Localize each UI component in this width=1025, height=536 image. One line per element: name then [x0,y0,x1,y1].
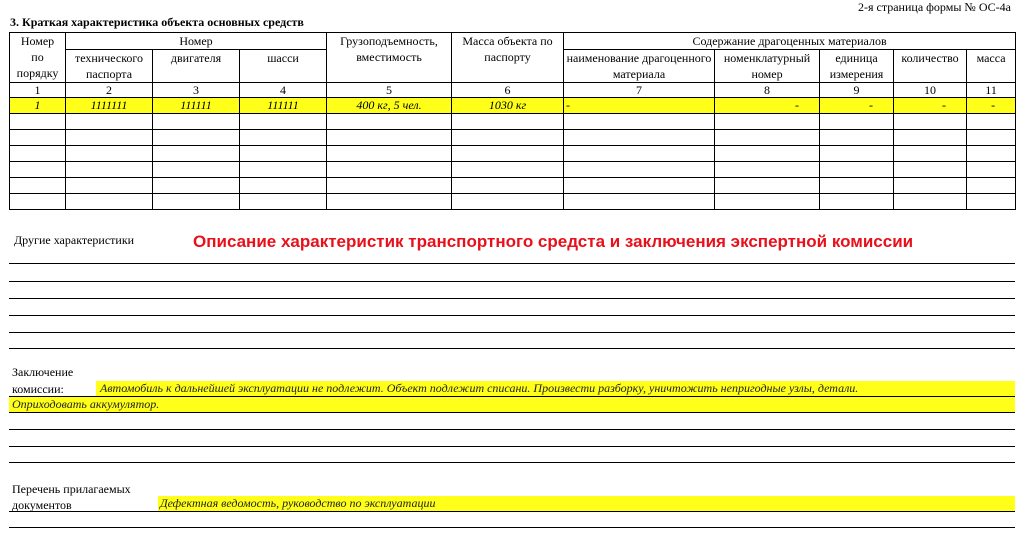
empty-cell[interactable] [452,162,564,178]
empty-cell[interactable] [327,130,452,146]
empty-cell[interactable] [153,162,240,178]
header-row-number: Номер по порядку [10,33,66,83]
cell-tech-passport[interactable]: 1111111 [66,98,153,114]
empty-cell[interactable] [10,146,66,162]
empty-cell[interactable] [66,146,153,162]
empty-cell[interactable] [452,114,564,130]
cell-unit[interactable]: - [820,98,894,114]
header-capacity: Грузоподъемность, вместимость [327,33,452,83]
writing-line[interactable] [9,462,1015,463]
header-mass: Масса объекта по паспорту [452,33,564,83]
empty-cell[interactable] [715,194,820,210]
writing-line[interactable] [9,446,1015,447]
cell-chassis[interactable]: 111111 [240,98,327,114]
empty-cell[interactable] [894,130,967,146]
empty-cell[interactable] [240,130,327,146]
empty-cell[interactable] [820,114,894,130]
cell-engine[interactable]: 111111 [153,98,240,114]
empty-cell[interactable] [153,130,240,146]
empty-cell[interactable] [452,146,564,162]
empty-cell[interactable] [240,162,327,178]
cell-quantity[interactable]: - [894,98,967,114]
empty-cell[interactable] [894,162,967,178]
writing-line[interactable] [9,263,1015,264]
col-number: 11 [967,83,1016,98]
empty-cell[interactable] [564,178,715,194]
empty-cell[interactable] [967,194,1016,210]
empty-cell[interactable] [820,130,894,146]
empty-cell[interactable] [894,178,967,194]
col-number: 1 [10,83,66,98]
empty-cell[interactable] [240,146,327,162]
empty-cell[interactable] [967,178,1016,194]
empty-cell[interactable] [564,114,715,130]
empty-cell[interactable] [66,178,153,194]
empty-cell[interactable] [240,114,327,130]
empty-cell[interactable] [894,146,967,162]
empty-cell[interactable] [715,146,820,162]
empty-cell[interactable] [452,194,564,210]
empty-cell[interactable] [715,114,820,130]
header-precious-mass: масса [967,50,1016,83]
header-unit: единица измерения [820,50,894,83]
header-precious-name: наименование драгоценного материала [564,50,715,83]
documents-text-field[interactable]: Дефектная ведомость, руководство по эксплуатации [158,496,1015,511]
col-number: 5 [327,83,452,98]
table-row [10,162,1016,178]
writing-line[interactable] [9,332,1015,333]
empty-cell[interactable] [240,178,327,194]
conclusion-label: Заключение [12,365,74,379]
empty-cell[interactable] [327,194,452,210]
empty-cell[interactable] [153,114,240,130]
cell-num[interactable]: 1 [10,98,66,114]
fixed-asset-table [9,32,1016,210]
table-row [10,98,1016,114]
table-row [10,178,1016,194]
cell-capacity[interactable]: 400 кг, 5 чел. [327,98,452,114]
empty-cell[interactable] [153,194,240,210]
header-chassis: шасси [240,50,327,83]
conclusion-text-field-line2[interactable]: Оприходовать аккумулятор. [9,397,1015,412]
empty-cell[interactable] [66,130,153,146]
empty-cell[interactable] [10,130,66,146]
table-row [10,130,1016,146]
table-row [10,194,1016,210]
header-number-group: Номер [66,33,327,50]
col-number: 8 [715,83,820,98]
col-number: 2 [66,83,153,98]
col-number: 9 [820,83,894,98]
cell-precious-mass[interactable]: - [967,98,1016,114]
cell-mass[interactable]: 1030 кг [452,98,564,114]
empty-cell[interactable] [66,114,153,130]
empty-cell[interactable] [715,178,820,194]
empty-cell[interactable] [967,130,1016,146]
writing-line[interactable] [9,527,1015,528]
empty-cell[interactable] [10,194,66,210]
empty-cell[interactable] [240,194,327,210]
empty-cell[interactable] [10,178,66,194]
empty-cell[interactable] [967,162,1016,178]
header-tech-passport: технического паспорта [66,50,153,83]
form-reference: 2-я страница формы № ОС-4а [858,0,1011,14]
empty-cell[interactable] [894,114,967,130]
header-quantity: количество [894,50,967,83]
writing-line[interactable] [9,429,1015,430]
empty-cell[interactable] [564,194,715,210]
conclusion-label-line2: комиссии: [12,382,64,396]
empty-cell[interactable] [967,146,1016,162]
writing-line[interactable] [9,298,1015,299]
empty-cell[interactable] [715,130,820,146]
empty-cell[interactable] [66,162,153,178]
col-number: 4 [240,83,327,98]
writing-line[interactable] [9,511,1015,512]
header-precious-group: Содержание драгоценных материалов [564,33,1016,50]
empty-cell[interactable] [967,114,1016,130]
empty-cell[interactable] [327,162,452,178]
empty-cell[interactable] [564,130,715,146]
documents-label-line2: документов [12,498,72,512]
table-row [10,114,1016,130]
empty-cell[interactable] [452,130,564,146]
writing-line[interactable] [9,348,1015,349]
col-number: 10 [894,83,967,98]
conclusion-text-field[interactable]: Автомобиль к дальнейшей эксплуатации не подлежит. Объект подлежит списани. Произвести разборку, уничтожить непригодные узлы, детали. [96,381,1015,396]
empty-cell[interactable] [327,178,452,194]
empty-cell[interactable] [820,178,894,194]
empty-cell[interactable] [153,146,240,162]
empty-cell[interactable] [564,162,715,178]
description-banner: Описание характеристик транспортного средста и заключения экспертной комиссии [193,232,914,251]
empty-cell[interactable] [10,114,66,130]
header-nomenclature: номенклатурный номер [715,50,820,83]
writing-line[interactable] [9,281,1015,282]
empty-cell[interactable] [452,178,564,194]
empty-cell[interactable] [10,162,66,178]
table-row [10,146,1016,162]
col-number: 3 [153,83,240,98]
empty-cell[interactable] [820,162,894,178]
empty-cell[interactable] [66,194,153,210]
section-title: 3. Краткая характеристика объекта основных средств [10,15,304,29]
empty-cell[interactable] [327,114,452,130]
documents-label: Перечень прилагаемых [12,482,131,496]
empty-cell[interactable] [327,146,452,162]
writing-line[interactable] [9,315,1015,316]
empty-cell[interactable] [715,162,820,178]
empty-cell[interactable] [894,194,967,210]
header-engine: двигателя [153,50,240,83]
writing-line[interactable] [9,412,1015,413]
empty-cell[interactable] [820,146,894,162]
empty-cell[interactable] [564,146,715,162]
col-number: 6 [452,83,564,98]
empty-cell[interactable] [153,178,240,194]
col-number: 7 [564,83,715,98]
cell-nomenclature[interactable]: - [715,98,820,114]
other-characteristics-label: Другие характеристики [14,233,135,247]
empty-cell[interactable] [820,194,894,210]
cell-precious-name[interactable]: - [564,98,715,114]
